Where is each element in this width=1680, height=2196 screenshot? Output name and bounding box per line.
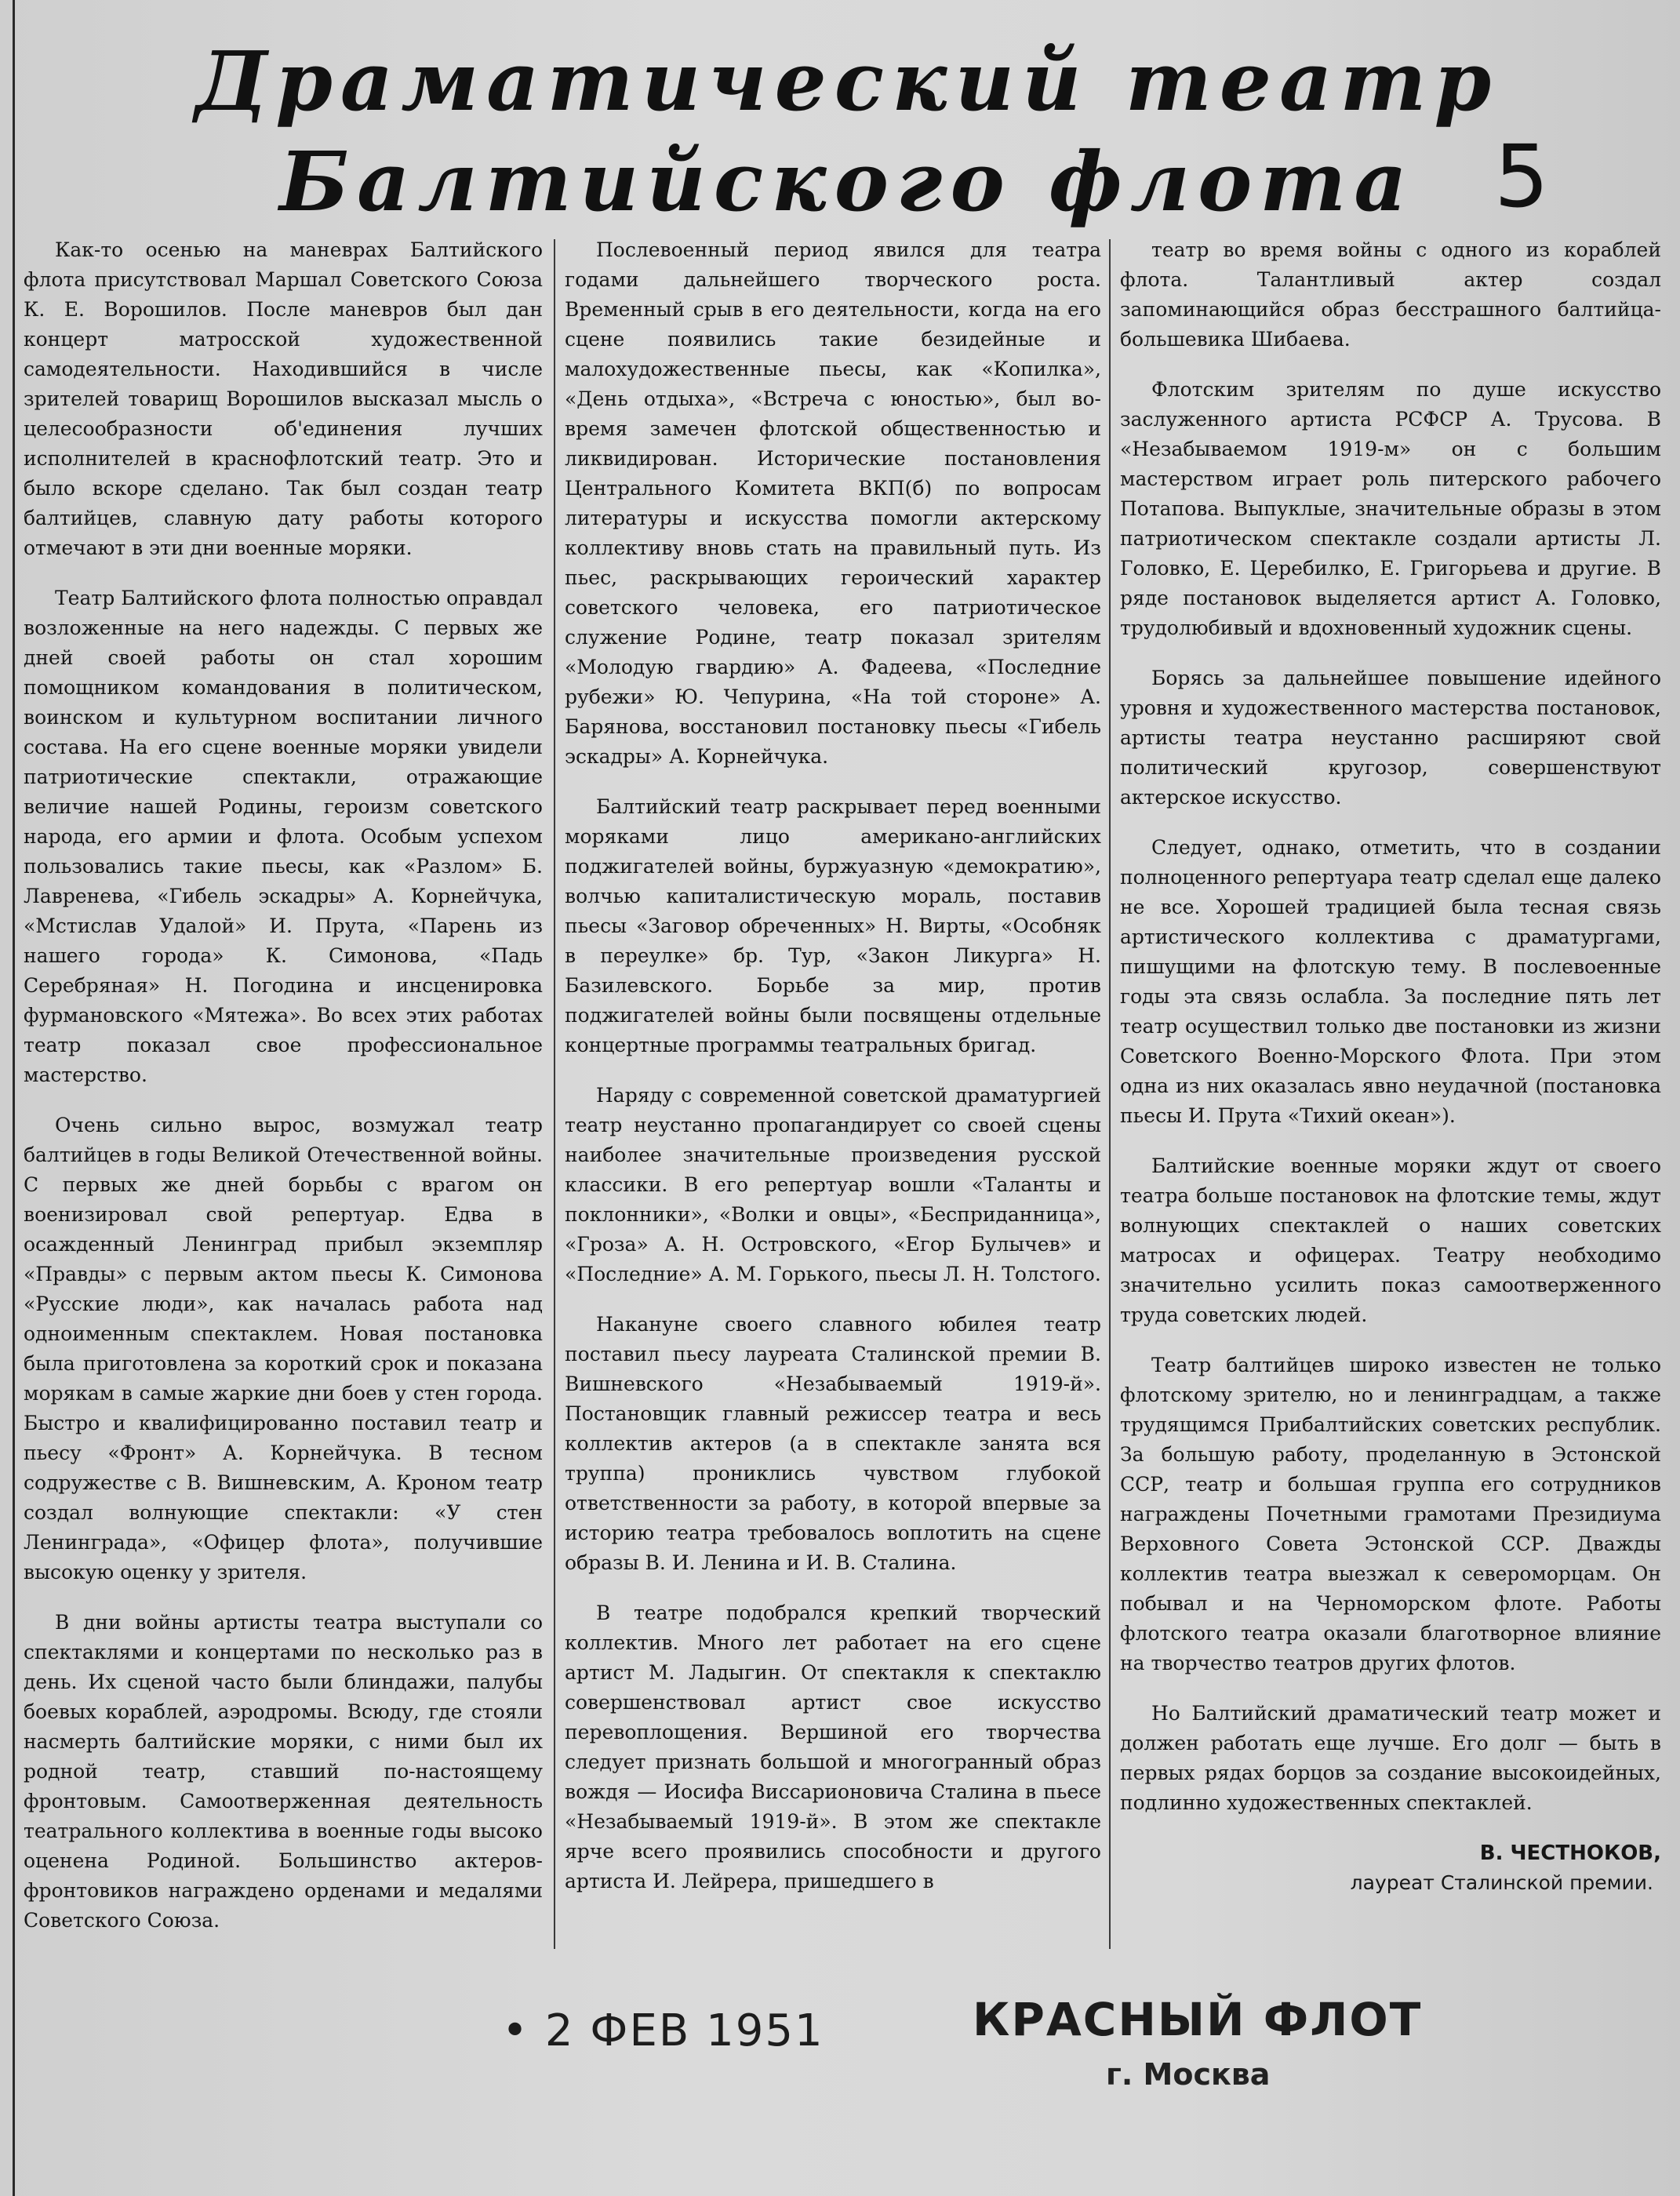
newspaper-name-stamp: КРАСНЫЙ ФЛОТ	[973, 1993, 1423, 2046]
paragraph: Послевоенный период явился для театра годами дальнейшего творческого роста. Временный срыв в его деятельности, когда на его сцене появились такие безидейные и малохудожественные пьесы, как «Копилка», «День отдыха», «Встреча с юностью», был во-время замечен флотской общественностью и ликвидирован. Исторические постановления Центрального Комитета ВКП(б) по вопросам литературы и искусства помогли актерскому коллективу вновь стать на правильный путь. Из пьес, раскрывающих героический характер советского человека, его патриотическое служение Родине, театр показал зрителям «Молодую гвардию» А. Фадеева, «Последние рубежи» Ю. Чепурина, «На той стороне» А. Барянова, восстановил постановку пьесы «Гибель эскадры» А. Корнейчука.	[565, 238, 1101, 768]
article-column-2	[565, 235, 1101, 1945]
article-headline	[180, 31, 1514, 232]
paragraph: Театр Балтийского флота полностью оправдал возложенные на него надежды. С первых же дней своей работы он стал хорошим помощником командования в политическом, воинском и культурном воспитании личного состава. На его сцене военные моряки увидели патриотические спектакли, отражающие величие нашей Родины, героизм советского народа, его армии и флота. Особым успехом пользовались такие пьесы, как «Разлом» Б. Лавренева, «Гибель эскадры» А. Корнейчука, «Мстислав Удалой» И. Прута, «Парень из нашего города» К. Симонова, «Падь Серебряная» Н. Погодина и инсценировка фурмановского «Мятежа». Во всех этих работах театр показал свое профессиональное мастерство.	[24, 587, 543, 1086]
paragraph: Наряду с современной советской драматургией театр неустанно пропагандирует со своей сцены наиболее значительные произведения русской классики. В его репертуар вошли «Таланты и поклонники», «Волки и овцы», «Бесприданница», «Гроза» А. Н. Островского, «Егор Булычев» и «Последние» А. М. Горького, пьесы Л. Н. Толстого.	[565, 1084, 1101, 1285]
paragraph: Но Балтийский драматический театр может и должен работать еще лучше. Его долг — быть в первых рядах борцов за создание высокоидейных, подлинно художественных спектаклей.	[1120, 1702, 1661, 1814]
column-divider	[1109, 239, 1111, 1949]
paragraph: Флотским зрителям по душе искусство заслуженного артиста РСФСР А. Трусова. В «Незабываемом 1919-м» он с большим мастерством играет роль питерского рабочего Потапова. Выпуклые, значительные образы в этом патриотическом спектакле создали артисты Л. Головко, Е. Церебилко, Е. Григорьева и другие. В ряде постановок выделяется артист А. Головко, трудолюбивый и вдохновенный художник сцены.	[1120, 378, 1661, 639]
author-signature: В. ЧЕСТНОКОВ,	[1479, 1842, 1661, 1865]
paragraph: Борясь за дальнейшее повышение идейного уровня и художественного мастерства постановок, артисты театра неустанно расширяют свой политический кругозор, совершенствуют актерское искусство.	[1120, 667, 1661, 809]
article-column-1	[24, 235, 543, 1945]
author-title: лауреат Сталинской премии.	[1350, 1871, 1653, 1894]
handwritten-margin-mark: 5	[1494, 126, 1549, 227]
article-column-3	[1120, 235, 1661, 1945]
paragraph: Балтийский театр раскрывает перед военными моряками лицо американо-английских поджигателей войны, буржуазную «демократию», волчью капиталистическую мораль, поставив пьесы «Заговор обреченных» Н. Вирты, «Особняк в переулке» бр. Тур, «Закон Ликурга» Н. Базилевского. Борьбе за мир, против поджигателей войны были посвящены отдельные концертные программы театральных бригад.	[565, 795, 1101, 1056]
clipping-date-stamp: • 2 ФЕВ 1951	[502, 2005, 824, 2056]
paragraph: Следует, однако, отметить, что в создании полноценного репертуара театр сделал еще далеко не все. Хорошей традицией была тесная связь артистического коллектива с драматургами, пишущими на флотскую тему. В послевоенные годы эта связь ослабла. За последние пять лет театр осуществил только две постановки из жизни Советского Военно-Морского Флота. При этом одна из них оказалась явно неудачной (постановка пьесы И. Прута «Тихий океан»).	[1120, 836, 1661, 1127]
paragraph: В театре подобрался крепкий творческий коллектив. Много лет работает на его сцене артист М. Ладыгин. От спектакля к спектаклю совершенствовал артист свое искусство перевоплощения. Вершиной его творчества следует признать большой и многогранный образ вождя — Иосифа Виссарионовича Сталина в пьесе «Незабываемый 1919-й». В этом же спектакле ярче всего проявились способности и другого артиста И. Лейрера, пришедшего в	[565, 1602, 1101, 1892]
newspaper-city-stamp: г. Москва	[1106, 2057, 1271, 2092]
headline-line-2: Балтийского флота	[279, 133, 1415, 230]
paragraph: Театр балтийцев широко известен не только флотскому зрителю, но и ленинградцам, а также трудящимся Прибалтийских советских республик. За большую работу, проделанную в Эстонской ССР, театр и большая группа его сотрудников награждены Почетными грамотами Президиума Верховного Совета Эстонской ССР. Дважды коллектив театра выезжал к североморцам. Он побывал и на Черноморском флоте. Работы флотского театра оказали благотворное влияние на творчество театров других флотов.	[1120, 1354, 1661, 1674]
headline-line-1: Драматический театр	[195, 33, 1500, 129]
paragraph: театр во время войны с одного из кораблей флота. Талантливый актер создал запоминающийся образ бесстрашного балтийца-большевика Шибаева.	[1120, 238, 1661, 351]
paragraph: Балтийские военные моряки ждут от своего театра больше постановок на флотские темы, ждут волнующих спектаклей о наших советских матросах и офицерах. Театру необходимо значительно усилить показ самоотверженного труда советских людей.	[1120, 1154, 1661, 1326]
paragraph: Накануне своего славного юбилея театр поставил пьесу лауреата Сталинской премии В. Вишневского «Незабываемый 1919-й». Постановщик главный режиссер театра и весь коллектив актеров (а в спектакле занята вся труппа) прониклись чувством глубокой ответственности за работу, в которой впервые за историю театра требовалось воплотить на сцене образы В. И. Ленина и И. В. Сталина.	[565, 1313, 1101, 1574]
left-border-rule	[13, 0, 15, 2196]
paragraph: В дни войны артисты театра выступали со спектаклями и концертами по несколько раз в день. Их сценой часто были блиндажи, палубы боевых кораблей, аэродромы. Всюду, где стояли насмерть балтийские моряки, с ними был их родной театр, ставший по-настоящему фронтовым. Самоотверженная деятельность театрального коллектива в военные годы высоко оценена Родиной. Большинство актеров-фронтовиков награждено орденами и медалями Советского Союза.	[24, 1611, 543, 1932]
column-divider	[554, 239, 555, 1949]
paragraph: Как-то осенью на маневрах Балтийского флота присутствовал Маршал Советского Союза К. Е. Ворошилов. После маневров был дан концерт матросской художественной самодеятельности. Находившийся в числе зрителей товарищ Ворошилов высказал мысль о целесообразности об'единения лучших исполнителей в краснофлотский театр. Это и было вскоре сделано. Так был создан театр балтийцев, славную дату работы которого отмечают в эти дни военные моряки.	[24, 238, 543, 559]
paragraph: Очень сильно вырос, возмужал театр балтийцев в годы Великой Отечественной войны. С первых же дней борьбы с врагом он военизировал свой репертуар. Едва в осажденный Ленинград прибыл экземпляр «Правды» с первым актом пьесы К. Симонова «Русские люди», как началась работа над одноименным спектаклем. Новая постановка была приготовлена за короткий срок и показана морякам в самые жаркие дни боев у стен города. Быстро и квалифицированно поставил театр и пьесу «Фронт» А. Корнейчука. В тесном содружестве с В. Вишневским, А. Кроном театр создал волнующие спектакли: «У стен Ленинграда», «Офицер флота», получившие высокую оценку у зрителя.	[24, 1114, 543, 1583]
